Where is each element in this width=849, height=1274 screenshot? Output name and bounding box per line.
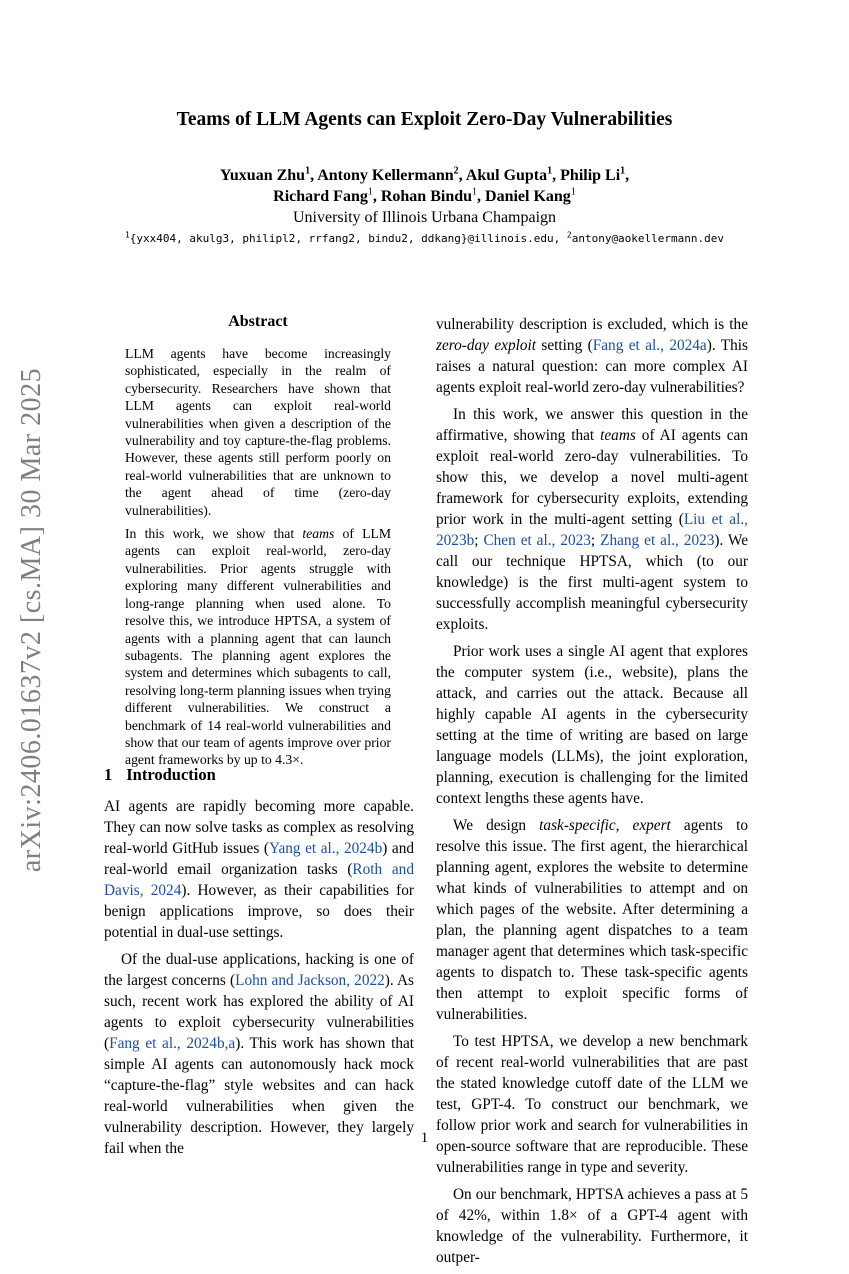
- page-number: 1: [420, 1130, 429, 1146]
- text-run: AI agents are rapidly becoming more capable. They can now solve tasks as complex as resolving real-world GitHub issues (: [104, 798, 414, 857]
- author-name: Antony Kellermann: [317, 167, 454, 184]
- citation-link[interactable]: Lohn and Jackson, 2022: [235, 972, 385, 989]
- body-paragraph: [104, 949, 414, 1159]
- author-name: Richard Fang: [273, 188, 368, 205]
- text-run: ). We call our technique HPTSA, which (to our knowledge) is the first multi-agent system to successfully accomplish meaningful cybersecurity exploits.: [436, 532, 748, 633]
- text-run: ) and real-world email organization tasks (: [104, 840, 414, 878]
- author-line-2: Richard Fang$^1$, Rohan Bindu$^1$, Daniel Kang$^1$: [273, 186, 576, 205]
- author-name: Akul Gupta: [465, 167, 548, 184]
- author-affil-mark: 1: [547, 165, 553, 177]
- text-run: ;: [474, 532, 484, 549]
- body-paragraph: [436, 404, 748, 635]
- affiliation: University of Illinois Urbana Champaign: [292, 209, 557, 226]
- email-list: {yxx404, akulg3, philipl2, rrfang2, bindu2, ddkang}@illinois.edu,: [129, 232, 561, 245]
- text-run: of AI agents can exploit real-world zero-day vulnerabilities. To show this, we develop a novel multi-agent framework for cybersecurity exploits, extending prior work in the multi-agent setting (: [436, 427, 748, 528]
- author-affil-mark: 1: [305, 165, 311, 177]
- text-run: Of the dual-use applications, hacking is one of the largest concerns (: [104, 951, 414, 989]
- body-paragraph: [104, 796, 414, 943]
- author-affil-mark: 1: [620, 165, 626, 177]
- text-run: ;: [590, 532, 601, 549]
- author-affil-mark: 1: [570, 186, 576, 198]
- body-paragraph: Prior work uses a single AI agent that explores the computer system (i.e., website), plans the attack, and carries out the attack. Because all highly capable AI agents in the cybersecurity setting at the time of writing are based on large language models (LLMs), the joint exploration, planning, execution is challenging for the limited context lengths these agents have.: [436, 643, 748, 807]
- arxiv-identifier: arXiv:2406.01637v2 [cs.MA] 30 Mar 2025: [16, 367, 47, 873]
- email-list: antony@aokellermann.dev: [571, 232, 725, 245]
- body-paragraph: To test HPTSA, we develop a new benchmark of recent real-world vulnerabilities that are past the stated knowledge cutoff date of the LLM we test, GPT-4. To construct our benchmark, we follow prior work and search for vulnerabilities in open-source software that are reproducible. These vulnerabilities range in type and severity.: [436, 1033, 748, 1176]
- author-emails: [0, 228, 849, 250]
- arxiv-sidebar: [12, 360, 52, 880]
- text-run: ). This work has shown that simple AI agents can autonomously hack mock “capture-the-flag” style websites and can hack real-world vulnerabilities when given the vulnerability description. However, they largely fail when the: [104, 1035, 415, 1157]
- citation-link[interactable]: Fang et al., 2024b,a: [109, 1035, 236, 1052]
- emphasis: zero-day exploit: [436, 337, 537, 354]
- author-affil-mark: 2: [453, 165, 459, 177]
- text-run: ). However, as their capabilities for benign applications improve, so does their potential in dual-use settings.: [104, 882, 414, 941]
- author-affil-mark: 1: [367, 186, 373, 198]
- text-run: In this work, we answer this question in the affirmative, showing that: [436, 406, 748, 444]
- abstract-paragraph: LLM agents have become increasingly sophisticated, especially in the realm of cybersecurity. Researchers have shown that LLM agents can exploit real-world vulnerabilities when given a description of the vulnerability and toy capture-the-flag problems. However, these agents still perform poorly on real-world vulnerabilities that are unknown to the agent ahead of time (zero-day vulnerabilities).: [125, 346, 391, 518]
- text-run: vulnerability description is excluded, which is the: [436, 316, 748, 333]
- text-run: setting (: [536, 337, 593, 354]
- paper-title: Teams of LLM Agents can Exploit Zero-Day Vulnerabilities: [176, 109, 673, 130]
- author-line-1: Yuxuan Zhu$^1$, Antony Kellermann$^2$, Akul Gupta$^1$, Philip Li$^1$,: [219, 165, 630, 184]
- citation-link[interactable]: Fang et al., 2024a: [592, 337, 707, 354]
- emphasis: task-specific, expert: [539, 817, 671, 834]
- text-run: In this work, we show that: [125, 526, 303, 542]
- author-block: [0, 165, 849, 250]
- body-paragraph: On our benchmark, HPTSA achieves a pass at 5 of 42%, within 1.8× of a GPT-4 agent with knowledge of the vulnerability. Furthermore, it outper-: [436, 1186, 748, 1266]
- body-paragraph: [436, 815, 748, 1025]
- abstract-heading: Abstract: [228, 313, 288, 330]
- citation-link[interactable]: Roth and Davis, 2024: [104, 861, 414, 899]
- text-run: ). As such, recent work has explored the ability of AI agents to exploit cybersecurity vulnerabilities (: [104, 972, 414, 1052]
- email-affil-mark: 2: [566, 230, 572, 240]
- author-name: Daniel Kang: [485, 188, 571, 205]
- citation-link[interactable]: Yang et al., 2024b: [268, 840, 383, 857]
- citation-link[interactable]: Chen et al., 2023: [483, 532, 591, 549]
- text-run: We design: [453, 817, 540, 834]
- section-heading-introduction: [104, 765, 216, 785]
- text-run: agents to resolve this issue. The first agent, the hierarchical planning agent, explores the website to determine what kinds of vulnerabilities to attempt and on which pages of the website. After determining a plan, the planning agent dispatches to a team manager agent that determines which task-specific agents to dispatch to. These task-specific agents then attempt to exploit specific forms of vulnerabilities.: [436, 817, 748, 1023]
- citation-link[interactable]: Liu et al., 2023b: [436, 511, 748, 549]
- body-paragraph: [436, 314, 748, 398]
- emphasis: teams: [302, 526, 335, 542]
- author-name: Philip Li: [560, 167, 621, 184]
- section-number: 1: [104, 765, 113, 784]
- left-column-body: [104, 796, 414, 1165]
- author-affil-mark: 1: [472, 186, 478, 198]
- text-run: ). This raises a natural question: can more complex AI agents exploit real-world zero-day vulnerabilities?: [436, 337, 748, 396]
- text-run: of LLM agents can exploit real-world, zero-day vulnerabilities. Prior agents struggle with exploring many different vulnerabilities and long-range planning when used alone. To resolve this, we introduce HPTSA, a system of agents with a planning agent that can launch subagents. The planning agent explores the system and determines which subagents to call, resolving long-term planning issues when trying different vulnerabilities. We construct a benchmark of 14 real-world vulnerabilities and show that our team of agents improve over prior agent frameworks by up to 4.3×.: [125, 526, 391, 768]
- email-affil-mark: 1: [124, 230, 130, 240]
- citation-link[interactable]: Zhang et al., 2023: [600, 532, 715, 549]
- abstract-paragraph: [125, 525, 391, 769]
- author-name: Yuxuan Zhu: [219, 167, 306, 184]
- author-name: Rohan Bindu: [380, 188, 473, 205]
- abstract-section: [125, 313, 391, 775]
- section-title: Introduction: [126, 765, 216, 784]
- emphasis: teams: [600, 427, 636, 444]
